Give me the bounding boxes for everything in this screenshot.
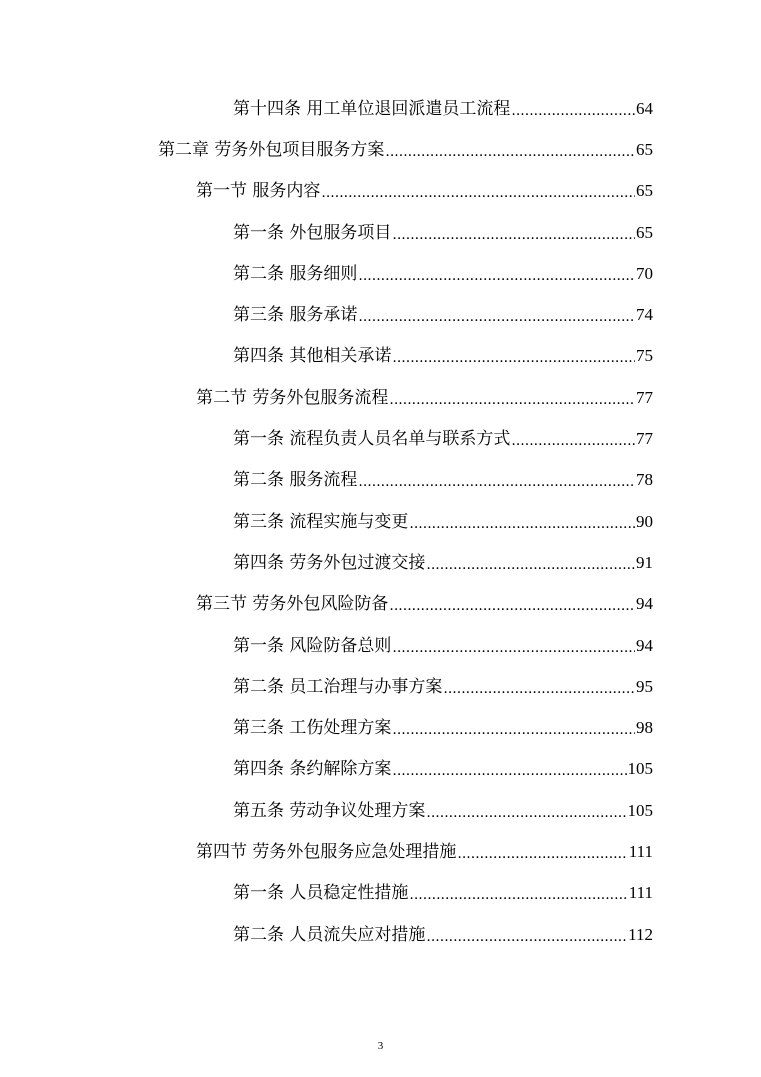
toc-entry-title: 第三条 服务承诺 (233, 305, 358, 326)
toc-dot-leader (392, 761, 626, 781)
page-number: 3 (377, 1040, 384, 1052)
toc-entry-title: 第四条 其他相关承诺 (233, 346, 392, 367)
toc-entry-title: 第一条 流程负责人员名单与联系方式 (233, 429, 511, 450)
toc-dot-leader (392, 348, 635, 368)
toc-entry-page: 70 (636, 263, 653, 283)
toc-dot-leader (457, 844, 627, 864)
toc-dot-leader (511, 101, 635, 121)
toc-entry-title: 第一条 人员稳定性措施 (233, 883, 409, 904)
toc-entry[interactable] (0, 377, 653, 418)
toc-dot-leader (426, 803, 626, 823)
toc-entry-page: 77 (636, 387, 653, 407)
toc-entry[interactable] (0, 171, 653, 212)
toc-entry-page: 91 (636, 552, 653, 572)
toc-entry-page: 65 (636, 139, 653, 159)
toc-entry-title: 第一条 外包服务项目 (233, 222, 392, 243)
toc-dot-leader (409, 514, 635, 534)
toc-entry[interactable] (0, 212, 653, 253)
toc-entry-title: 第四条 条约解除方案 (233, 759, 392, 780)
toc-entry-page: 74 (636, 305, 653, 325)
toc-dot-leader (443, 679, 635, 699)
toc-entry-page: 90 (636, 511, 653, 531)
toc-entry-page: 94 (636, 635, 653, 655)
toc-entry[interactable] (0, 707, 653, 748)
toc-entry[interactable] (0, 253, 653, 294)
toc-entry-page: 75 (636, 346, 653, 366)
toc-entry-title: 第二章 劳务外包项目服务方案 (158, 139, 385, 160)
toc-entry[interactable] (0, 749, 653, 790)
toc-entry[interactable] (0, 914, 653, 955)
toc-entry-page: 77 (636, 429, 653, 449)
toc-entry-title: 第二条 人员流失应对措施 (233, 924, 426, 945)
toc-dot-leader (389, 390, 635, 410)
toc-dot-leader (409, 885, 627, 905)
toc-entry-page: 64 (636, 98, 653, 118)
toc-entry-title: 第三条 工伤处理方案 (233, 718, 392, 739)
toc-entry-page: 111 (628, 841, 653, 861)
toc-entry-page: 98 (636, 718, 653, 738)
toc-entry-title: 第二条 服务流程 (233, 470, 358, 491)
toc-entry-title: 第三节 劳务外包风险防备 (196, 594, 389, 615)
toc-dot-leader (321, 183, 635, 203)
toc-entry[interactable] (0, 88, 653, 129)
toc-entry-title: 第四节 劳务外包服务应急处理措施 (196, 841, 457, 862)
toc-entry-title: 第十四条 用工单位退回派遣员工流程 (233, 98, 511, 119)
toc-entry[interactable] (0, 625, 653, 666)
toc-entry-page: 105 (627, 800, 653, 820)
toc-entry-title: 第三条 流程实施与变更 (233, 511, 409, 532)
toc-dot-leader (426, 555, 635, 575)
toc-entry[interactable] (0, 501, 653, 542)
toc-entry[interactable] (0, 666, 653, 707)
toc-entry-title: 第一条 风险防备总则 (233, 635, 392, 656)
toc-entry[interactable] (0, 873, 653, 914)
toc-entry[interactable] (0, 129, 653, 170)
toc-dot-leader (358, 472, 635, 492)
toc-entry-page: 78 (636, 470, 653, 490)
toc-entry[interactable] (0, 460, 653, 501)
toc-entry-page: 112 (628, 924, 653, 944)
toc-entry-title: 第五条 劳动争议处理方案 (233, 800, 426, 821)
toc-entry-title: 第二条 服务细则 (233, 263, 358, 284)
toc-entry[interactable] (0, 294, 653, 335)
toc-entry-title: 第二节 劳务外包服务流程 (196, 387, 389, 408)
toc-dot-leader (511, 431, 635, 451)
toc-entry[interactable] (0, 584, 653, 625)
table-of-contents (0, 88, 761, 955)
toc-entry-page: 105 (627, 759, 653, 779)
toc-entry-page: 111 (628, 883, 653, 903)
toc-entry-page: 65 (636, 222, 653, 242)
toc-entry[interactable] (0, 542, 653, 583)
toc-entry-page: 65 (636, 181, 653, 201)
toc-entry[interactable] (0, 831, 653, 872)
toc-dot-leader (389, 596, 635, 616)
toc-dot-leader (358, 307, 635, 327)
toc-dot-leader (358, 266, 635, 286)
toc-entry-page: 95 (636, 676, 653, 696)
toc-entry-page: 94 (636, 594, 653, 614)
toc-entry-title: 第四条 劳务外包过渡交接 (233, 552, 426, 573)
toc-entry-title: 第二条 员工治理与办事方案 (233, 676, 443, 697)
toc-entry-title: 第一节 服务内容 (196, 181, 321, 202)
toc-dot-leader (426, 927, 627, 947)
toc-dot-leader (385, 142, 635, 162)
toc-entry[interactable] (0, 790, 653, 831)
toc-dot-leader (392, 638, 635, 658)
toc-dot-leader (392, 720, 635, 740)
toc-entry[interactable] (0, 336, 653, 377)
toc-entry[interactable] (0, 418, 653, 459)
toc-dot-leader (392, 225, 635, 245)
